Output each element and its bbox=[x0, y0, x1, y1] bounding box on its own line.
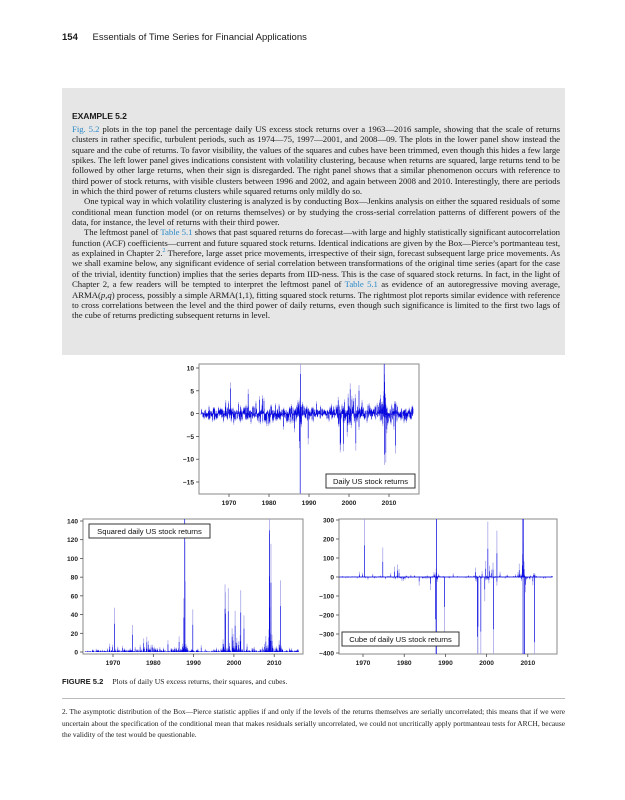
y-tick-label: 5 bbox=[190, 388, 194, 396]
paragraph-2: One typical way in which volatility clustering is analyzed is by conducting Box—Jenkins analysis on either the squared residuals of some conditional mean function model (or on returns themselves) or by studying the cross-serial correlation patterns of different powers of the data, for instance, the level of returns with their third power. bbox=[72, 196, 560, 228]
x-tick-label: 2000 bbox=[479, 660, 494, 667]
chart-cubed bbox=[319, 518, 557, 668]
paragraph-text: shows that past squared returns do forecast—with large and highly statistically significant autocorrelation function (ACF) coefficients—current and future squared stock returns. Identical indications are given by the Box—Pierce’s portmanteau test, as explained in Chapter 2. bbox=[72, 227, 561, 259]
y-tick-label: 0 bbox=[74, 649, 78, 657]
y-tick-label: 0 bbox=[190, 411, 194, 419]
chart-squared bbox=[67, 519, 303, 668]
footnote-ref[interactable]: 2 bbox=[162, 248, 166, 255]
x-tick-label: 1980 bbox=[396, 660, 412, 667]
paragraph-text-italic: p,q bbox=[100, 289, 112, 300]
example-title: EXAMPLE 5.2 bbox=[72, 111, 127, 121]
y-tick-label: 100 bbox=[322, 555, 334, 563]
y-tick-label: −200 bbox=[319, 612, 334, 620]
paragraph-text: The leftmost panel of bbox=[84, 227, 161, 238]
x-tick-label: 1970 bbox=[105, 660, 121, 667]
y-tick-label: 20 bbox=[70, 630, 78, 638]
y-tick-label: 60 bbox=[70, 593, 78, 601]
paragraph-text: plots in the top panel the percentage daily US excess stock returns over a 1963—2016 sample, showing that the scale of returns clusters in rather specific, turbulent periods, such as 1974—75, 1997—2001, and 2008—09. The plots in the lower panel show instead the square and the cube of returns. To favor visibility, the values of the squares and cubes have been trimmed, even though this hides a few large spikes. The left lower panel gives indications consistent with volatility clustering, because when returns are squared, large returns tend to be followed by other large returns, when their sign is disregarded. The right panel shows that a similar phenomenon occurs with reference to third power of stock returns, with visible clusters between 1996 and 2002, and again between 2008 and 2010. Interestingly, there are periods in which the third power of returns clusters while squared returns only mildly do so. bbox=[72, 124, 560, 197]
y-tick-label: 200 bbox=[322, 536, 334, 544]
y-tick-label: 0 bbox=[330, 574, 334, 582]
x-tick-label: 1990 bbox=[186, 660, 201, 667]
y-tick-label: 140 bbox=[66, 518, 78, 526]
figure-link[interactable]: Fig. 5.2 bbox=[72, 124, 100, 134]
y-tick-label: −100 bbox=[319, 593, 334, 601]
y-tick-label: 10 bbox=[186, 365, 194, 373]
book-title: Essentials of Time Series for Financial Applications bbox=[92, 32, 307, 43]
caption-label: FIGURE 5.2 bbox=[62, 677, 104, 686]
table-link[interactable]: Table 5.1 bbox=[160, 227, 193, 238]
table-link[interactable]: Table 5.1 bbox=[344, 279, 378, 290]
y-tick-label: −15 bbox=[182, 479, 194, 487]
x-tick-label: 2010 bbox=[381, 500, 397, 507]
page-number: 154 bbox=[62, 32, 78, 43]
x-tick-label: 2010 bbox=[266, 660, 282, 667]
y-tick-label: −400 bbox=[319, 650, 334, 658]
x-tick-label: 1990 bbox=[301, 500, 317, 507]
footnote: 2. The asymptotic distribution of the Box—Pierce statistic applies if and only if the levels of the returns themselves are serially uncorrelated; this means that if we were uncertain about the specification of the conditional mean that makes residuals serially uncorrelated, we could not uncritically apply portmanteau tests for ARCH, because the validity of the test would be questionable. bbox=[62, 707, 565, 739]
y-tick-label: 120 bbox=[66, 537, 78, 545]
y-tick-label: 80 bbox=[70, 574, 78, 582]
figure-caption bbox=[62, 677, 287, 686]
x-tick-label: 1970 bbox=[221, 500, 237, 507]
paragraph-text: Therefore, large asset price movements, irrespective of their sign, forecast subsequent large price movements. As we shall examine below, any significant evidence of serial correlation between transformations of the original time series (apart for the case of the trivial, identity function) implies that the series departs from IID-ness. This is the case of squared stock returns. In fact, in the light of Chapter 2, a few readers will be tempted to interpret the leftmost panel of bbox=[72, 248, 560, 290]
x-tick-label: 2010 bbox=[520, 660, 536, 667]
legend-label: Squared daily US stock returns bbox=[97, 527, 202, 536]
y-tick-label: −5 bbox=[186, 433, 194, 441]
x-tick-label: 2000 bbox=[226, 660, 242, 667]
legend-label: Cube of daily US stock returns bbox=[349, 635, 452, 644]
x-tick-label: 1990 bbox=[438, 660, 453, 667]
y-tick-label: 40 bbox=[70, 612, 78, 620]
x-tick-label: 1980 bbox=[145, 660, 161, 667]
x-tick-label: 1980 bbox=[261, 500, 277, 507]
y-tick-label: 100 bbox=[66, 555, 78, 563]
y-tick-label: −10 bbox=[182, 456, 194, 464]
y-tick-label: −300 bbox=[319, 631, 334, 639]
x-tick-label: 2000 bbox=[341, 500, 357, 507]
caption-text: Plots of daily US excess returns, their squares, and cubes. bbox=[112, 677, 288, 686]
y-tick-label: 300 bbox=[322, 517, 334, 525]
chart-returns bbox=[183, 364, 419, 507]
x-tick-label: 1970 bbox=[355, 660, 371, 667]
paragraph-text: as evidence of an autoregressive moving average, ARMA( bbox=[72, 279, 561, 300]
legend-label: Daily US stock returns bbox=[332, 477, 409, 486]
footnote-divider bbox=[62, 698, 565, 699]
paragraph-text: ) process, possibly a simple ARMA(1,1), fitting squared stock returns. The rightmost plot reports similar evidence with reference to cross correlations between the level and the third power of daily returns, even though such significance is limited to the first two lags of the cube of returns predicting subsequent returns in level. bbox=[72, 289, 560, 321]
